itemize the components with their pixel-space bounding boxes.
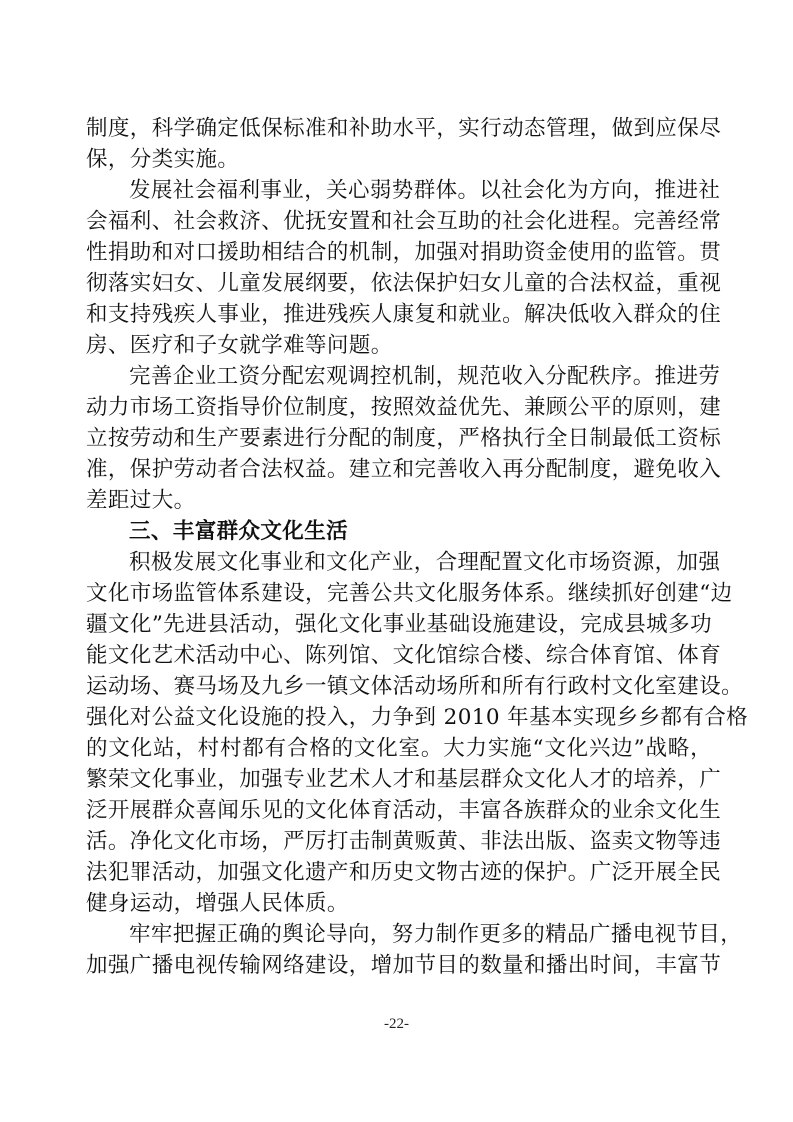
text-line: 牢牢把握正确的舆论导向，努力制作更多的精品广播电视节目， [129,922,743,947]
text-line: 健身运动，增强人民体质。 [86,891,349,916]
text-line: 积极发展文化事业和文化产业，合理配置文化市场资源，加强 [129,550,721,575]
text-line: 准，保护劳动者合法权益。建立和完善收入再分配制度，避免收入 [86,457,722,482]
text-line: 繁荣文化事业，加强专业艺术人才和基层群众文化人才的培养，广 [86,767,722,792]
page-number: -22- [384,1016,409,1032]
text-line: 立按劳动和生产要素进行分配的制度，严格执行全日制最低工资标 [86,426,722,451]
text-line: 运动场、赛马场及九乡一镇文体活动场所和所有行政村文化室建设。 [86,674,744,699]
text-line: 制度，科学确定低保标准和补助水平，实行动态管理，做到应保尽 [86,116,722,141]
text-line: 保，分类实施。 [86,147,240,172]
text-line: 的文化站，村村都有合格的文化室。大力实施“文化兴边”战略， [86,736,712,761]
text-line: 发展社会福利事业，关心弱势群体。以社会化为方向，推进社 [129,178,721,203]
text-line: 疆文化”先进县活动，强化文化事业基础设施建设，完成县城多功 [86,612,712,637]
text-line: 会福利、社会救济、优抚安置和社会互助的社会化进程。完善经常 [86,209,722,234]
document-body [86,113,749,981]
text-line: 动力市场工资指导价位制度，按照效益优先、兼顾公平的原则，建 [86,395,722,420]
text-line: 强化对公益文化设施的投入，力争到 2010 年基本实现乡乡都有合格 [86,705,749,730]
text-line: 泛开展群众喜闻乐见的文化体育活动，丰富各族群众的业余文化生 [86,798,722,823]
text-line: 活。净化文化市场，严厉打击制黄贩黄、非法出版、盗卖文物等违 [86,829,722,854]
text-line: 差距过大。 [86,488,196,513]
text-line: 法犯罪活动，加强文化遗产和历史文物古迹的保护。广泛开展全民 [86,860,722,885]
text-line: 房、医疗和子女就学难等问题。 [86,333,393,358]
text-line: 文化市场监管体系建设，完善公共文化服务体系。继续抓好创建“边 [86,581,733,606]
text-line: 彻落实妇女、儿童发展纲要，依法保护妇女儿童的合法权益，重视 [86,271,722,296]
section-heading: 三、丰富群众文化生活 [129,519,349,544]
text-line: 性捐助和对口援助相结合的机制，加强对捐助资金使用的监管。贯 [86,240,722,265]
text-line: 能文化艺术活动中心、陈列馆、文化馆综合楼、综合体育馆、体育 [86,643,722,668]
text-line: 完善企业工资分配宏观调控机制，规范收入分配秩序。推进劳 [129,364,721,389]
text-line: 加强广播电视传输网络建设，增加节目的数量和播出时间，丰富节 [86,953,722,978]
text-line: 和支持残疾人事业，推进残疾人康复和就业。解决低收入群众的住 [86,302,722,327]
